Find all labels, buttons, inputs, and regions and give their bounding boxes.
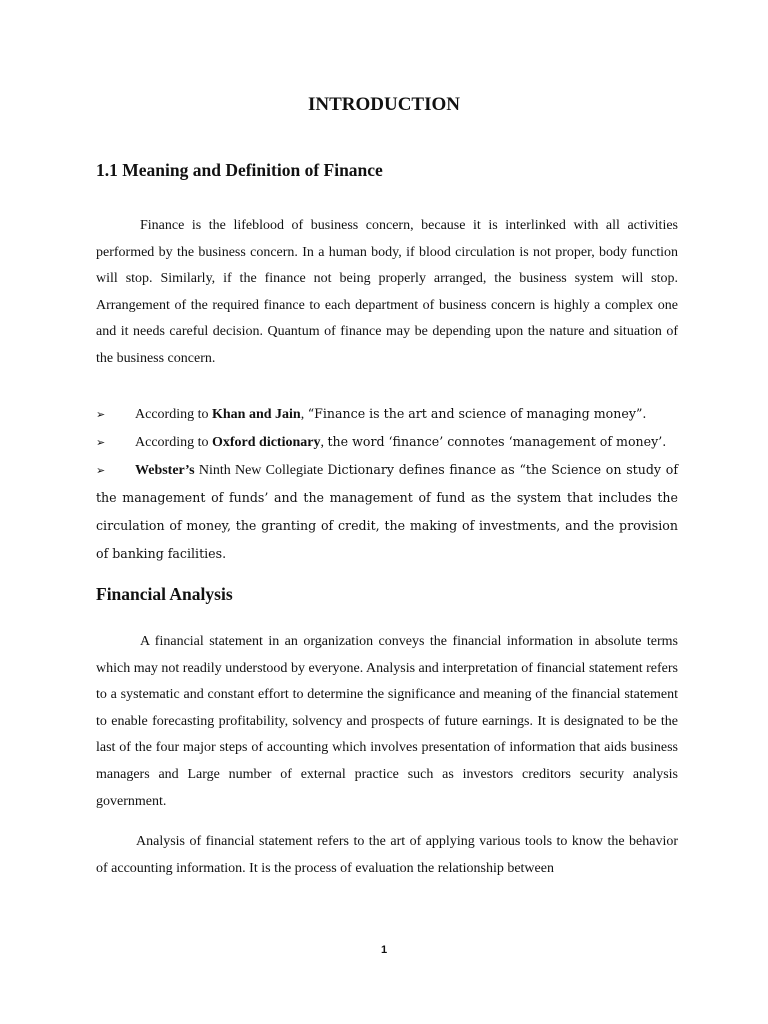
bullet-source: Webster’s xyxy=(135,463,195,478)
financial-statement-paragraph: A financial statement in an organization conveys the financial information in absolute terms which may not readily understood by everyone. Analysis and interpretation of financial statement refers to a systematic and constant effort to determine the significance and meaning of the financial statement to enable forecasting profitability, solvency and prospects of future earnings. It is designated to be the last of the four major steps of accounting which involves presentation of information that aids business managers and Large number of external practice such as investors creditors security analysis government. xyxy=(96,634,678,809)
page-title: INTRODUCTION xyxy=(307,94,461,115)
analysis-paragraph: Analysis of financial statement refers to the art of applying various tools to know the behavior of accounting information. It is the process of evaluation the relationship between xyxy=(96,834,678,876)
bullet-suffix: Ninth New Collegiate xyxy=(194,463,328,478)
list-item xyxy=(96,428,678,456)
bullet-prefix: According to xyxy=(135,435,212,450)
page-number: 1 xyxy=(380,944,388,956)
definitions-list xyxy=(96,400,678,568)
bullet-quote: “Finance is the art and science of managing money”. xyxy=(307,406,647,421)
arrow-bullet-icon: ➢ xyxy=(96,436,106,449)
bullet-quote: the word ‘finance’ connotes ‘management of money’. xyxy=(327,434,667,449)
list-item xyxy=(96,400,678,428)
bullet-source: Khan and Jain xyxy=(211,407,301,422)
finance-definition-paragraph: Finance is the lifeblood of business concern, because it is interlinked with all activities performed by the business concern. In a human body, if blood circulation is not proper, body function will stop. Similarly, if the finance not being properly arranged, the business system will stop. Arrangement of the required finance to each department of business concern is highly a complex one and it needs careful decision. Quantum of finance may be depending upon the nature and situation of the business concern. xyxy=(96,218,678,366)
section-heading-meaning-of-finance: 1.1 Meaning and Definition of Finance xyxy=(96,160,383,180)
bullet-suffix: , xyxy=(320,435,328,450)
list-item xyxy=(96,456,678,568)
bullet-quote: Dictionary defines finance as “the Science on study of the management of funds’ and the management of fund as the system that includes the circulation of money, the granting of credit, the making of investments, and the provision of banking facilities. xyxy=(96,462,678,561)
arrow-bullet-icon: ➢ xyxy=(96,408,106,421)
bullet-prefix: According to xyxy=(135,407,212,422)
bullet-suffix: , xyxy=(300,407,308,422)
arrow-bullet-icon: ➢ xyxy=(96,464,106,477)
bullet-source: Oxford dictionary xyxy=(211,435,321,450)
section-heading-financial-analysis: Financial Analysis xyxy=(96,584,233,604)
